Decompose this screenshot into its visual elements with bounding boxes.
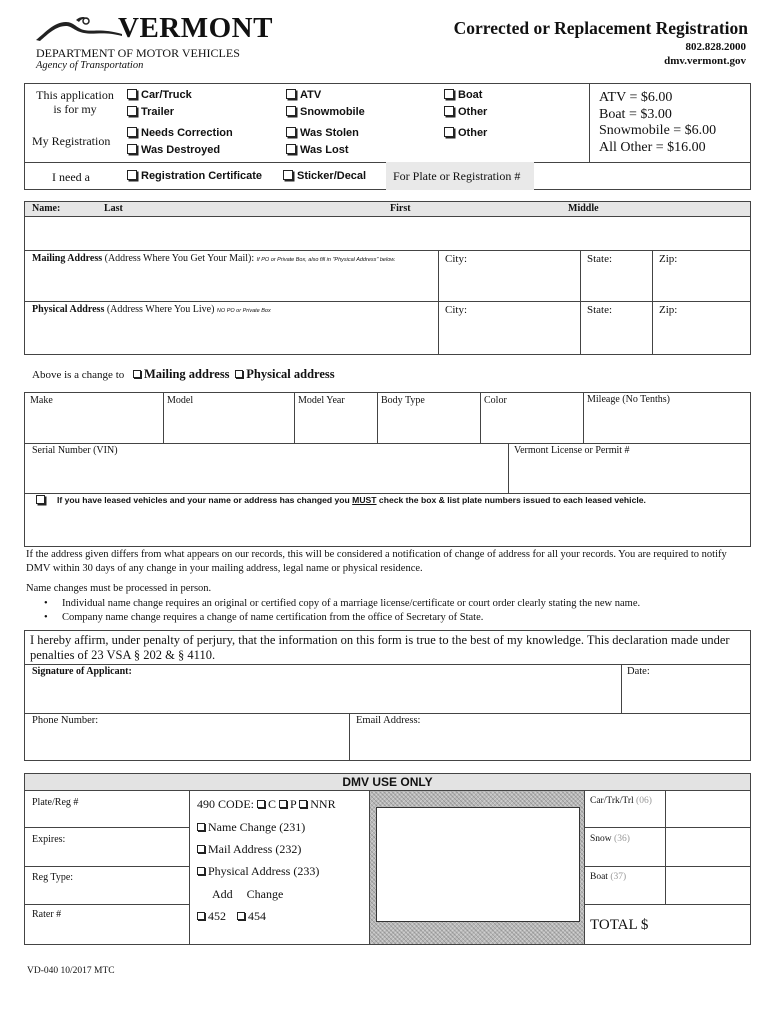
checkbox-icon[interactable] (444, 89, 454, 99)
address-notice: If the address given differs from what appears on our records, this will be considered a notification of change of address for all your records. You are required to notify DMV within 30 days of any change in your mailing address, legal name or physical residence. (26, 549, 727, 574)
option-other-vehicle[interactable]: Other (444, 106, 487, 118)
plate-number-input[interactable] (534, 163, 750, 189)
vehicle-section (24, 392, 751, 547)
physical-address-checkbox[interactable]: Physical address (235, 367, 334, 381)
checkbox-icon[interactable] (299, 800, 307, 808)
fee-atv: ATV = $6.00 (599, 90, 673, 105)
application-for-label: This application is for my (36, 88, 114, 116)
vermont-logo (36, 12, 273, 46)
checkbox-icon[interactable] (127, 127, 137, 137)
mailing-state-label: State: (587, 253, 613, 265)
mileage-label: Mileage (No Tenths) (587, 394, 670, 405)
option-was-lost[interactable]: Was Lost (286, 144, 349, 156)
change-to-row: Above is a change to Mailing address Physical address (32, 367, 335, 381)
mailing-city-label: City: (445, 253, 468, 265)
physical-zip-label: Zip: (659, 304, 678, 316)
checkbox-icon[interactable] (444, 106, 454, 116)
middle-name-label: Middle (568, 203, 599, 214)
checkbox-icon[interactable] (133, 370, 141, 378)
phone-label: Phone Number: (32, 715, 99, 726)
option-was-stolen[interactable]: Was Stolen (286, 127, 359, 139)
logo-text: VERMONT (118, 12, 273, 44)
checkbox-icon[interactable] (127, 170, 137, 180)
checkbox-icon[interactable] (286, 106, 296, 116)
checkbox-icon[interactable] (235, 370, 243, 378)
stamp-box[interactable] (376, 807, 580, 922)
model-year-label: Model Year (298, 395, 345, 406)
snow-label: Snow (36) (590, 834, 630, 844)
total-label: TOTAL $ (590, 917, 649, 933)
fee-boat: Boat = $3.00 (599, 106, 672, 122)
color-label: Color (484, 395, 507, 406)
my-registration-label: My Registration (32, 134, 111, 148)
checkbox-icon[interactable] (197, 912, 205, 920)
physical-city-label: City: (445, 304, 468, 316)
leased-vehicles-row[interactable]: If you have leased vehicles and your name or address has changed you MUST check the box & list plate numbers issued to each leased vehicle. (36, 495, 646, 505)
fee-all-other: All Other = $16.00 (599, 139, 706, 155)
i-need-label: I need a (52, 170, 90, 184)
code-454[interactable]: 454 (237, 909, 266, 923)
fee-snowmobile: Snowmobile = $6.00 (599, 123, 717, 138)
mailing-zip-label: Zip: (659, 253, 678, 265)
code-p[interactable]: P (279, 797, 296, 811)
model-label: Model (167, 395, 194, 406)
checkbox-icon[interactable] (237, 912, 245, 920)
checkbox-icon[interactable] (36, 495, 45, 504)
checkbox-icon[interactable] (127, 106, 137, 116)
mountain-logo-icon (36, 14, 122, 42)
option-was-destroyed[interactable]: Was Destroyed (127, 144, 220, 156)
physical-address-233[interactable]: Physical Address (233) (197, 864, 319, 879)
reg-type-label: Reg Type: (32, 872, 74, 883)
department-name: DEPARTMENT OF MOTOR VEHICLES (36, 46, 240, 60)
checkbox-icon[interactable] (197, 845, 205, 853)
dmv-phone: 802.828.2000 (685, 41, 746, 53)
name-change-intro: Name changes must be processed in person. (26, 583, 212, 594)
physical-state-label: State: (587, 304, 613, 316)
checkbox-icon[interactable] (127, 144, 137, 154)
checkbox-icon[interactable] (286, 144, 296, 154)
dmv-website: dmv.vermont.gov (664, 55, 746, 67)
signature-label: Signature of Applicant: (32, 666, 132, 677)
option-car-truck[interactable]: Car/Truck (127, 89, 192, 101)
checkbox-icon[interactable] (283, 170, 293, 180)
checkbox-icon[interactable] (286, 127, 296, 137)
list-item: • Company name change requires a change of name certification from the office of Secretary of State. (26, 611, 751, 625)
body-type-label: Body Type (381, 395, 425, 406)
add-change-row: Add Change (212, 887, 284, 901)
license-label: Vermont License or Permit # (514, 445, 630, 456)
option-snowmobile[interactable]: Snowmobile (286, 106, 365, 118)
vin-label: Serial Number (VIN) (32, 445, 118, 456)
plate-reg-label: Plate/Reg # (32, 797, 79, 808)
dmv-use-only-title: DMV USE ONLY (25, 774, 750, 790)
affirmation-text: I hereby affirm, under penalty of perjury, that the information on this form is true to the best of my knowledge. This declaration made under penalties of 23 VSA § 202 & § 4110. (30, 633, 730, 662)
fee-list (599, 90, 716, 156)
first-name-label: First (390, 203, 411, 214)
option-sticker-decal[interactable]: Sticker/Decal (283, 170, 366, 182)
validation-stamp-area (369, 791, 585, 944)
list-item: • Individual name change requires an original or certified copy of a marriage license/certificate or court order clearly stating the new name. (26, 597, 751, 611)
code-452[interactable]: 452 (197, 909, 226, 923)
checkbox-icon[interactable] (444, 127, 454, 137)
last-name-label: Last (104, 203, 123, 214)
codes-452-454 (197, 909, 266, 924)
option-needs-correction[interactable]: Needs Correction (127, 127, 233, 139)
expires-label: Expires: (32, 834, 66, 845)
checkbox-icon[interactable] (286, 89, 296, 99)
option-boat[interactable]: Boat (444, 89, 482, 101)
agency-name: Agency of Transportation (36, 60, 144, 71)
checkbox-icon[interactable] (197, 823, 205, 831)
plate-number-label: For Plate or Registration # (386, 162, 534, 190)
mail-address-232[interactable]: Mail Address (232) (197, 842, 301, 857)
date-label: Date: (627, 666, 650, 677)
form-title: Corrected or Replacement Registration (453, 18, 748, 38)
checkbox-icon[interactable] (279, 800, 287, 808)
boat-label: Boat (37) (590, 872, 627, 882)
mailing-address-checkbox[interactable]: Mailing address (133, 367, 230, 381)
code-c[interactable]: C (257, 797, 276, 811)
rater-label: Rater # (32, 909, 62, 920)
checkbox-icon[interactable] (257, 800, 265, 808)
code-nnr[interactable]: NNR (299, 797, 335, 811)
option-other-registration[interactable]: Other (444, 127, 487, 139)
option-trailer[interactable]: Trailer (127, 106, 174, 118)
name-change-rules (26, 597, 751, 624)
form-id: VD-040 10/2017 MTC (27, 966, 115, 976)
physical-address-label: Physical Address (Address Where You Live) NO PO or Private Box (32, 304, 271, 315)
name-change-231[interactable]: Name Change (231) (197, 820, 305, 835)
code-490-row: 490 CODE: C P NNR (197, 797, 336, 811)
option-atv[interactable]: ATV (286, 89, 321, 101)
checkbox-icon[interactable] (197, 867, 205, 875)
name-label: Name: (32, 203, 61, 214)
make-label: Make (30, 395, 53, 406)
option-registration-certificate[interactable]: Registration Certificate (127, 170, 262, 182)
car-trk-trl-label: Car/Trk/Trl (06) (590, 796, 652, 806)
email-label: Email Address: (356, 715, 421, 726)
checkbox-icon[interactable] (127, 89, 137, 99)
mailing-address-label: Mailing Address (Address Where You Get Your Mail): If PO or Private Box, also fill in "Physical Address" below. (32, 253, 396, 264)
name-input[interactable] (25, 217, 750, 250)
